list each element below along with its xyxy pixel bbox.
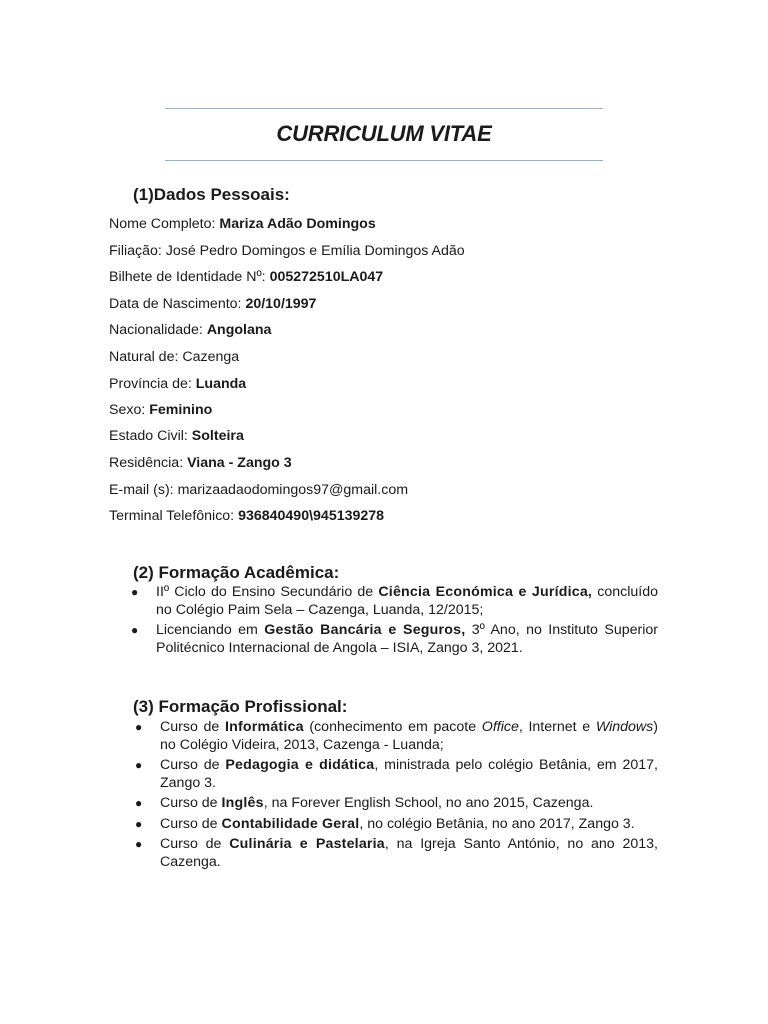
field-nascimento [109,296,316,313]
item-post: , na Igreja Santo António, no ano 2013, Cazenga. [160,836,658,870]
field-label: Data de Nascimento: [109,296,246,312]
field-label: Filiação: José Pedro Domingos e Emília Domingos Adão [109,243,465,259]
bullet-icon: ● [135,816,143,831]
item-post: concluído no Colégio Paim Sela – Cazenga, Luanda, 12/2015; [156,584,658,618]
bullet-icon: ● [135,837,143,851]
field-value: Mariza Adão Domingos [219,216,376,232]
list-item [131,622,658,657]
item-pre: IIº Ciclo do Ensino Secundário de [156,584,379,600]
field-value: Viana - Zango 3 [187,455,292,471]
item-post: , na Forever English School, no ano 2015, Cazenga. [263,795,594,811]
bullet-icon: ● [135,720,143,734]
field-label: E-mail (s): mariza​adaodomingos97@gmail.com [109,482,409,498]
professional-list [135,719,658,871]
field-estado-civil [109,428,244,445]
item-bold: Pedagogia e didática [225,757,375,773]
field-bilhete [109,269,383,286]
field-sexo [109,402,212,419]
title-rule-bottom [165,160,603,161]
field-label: Estado Civil: [109,428,192,444]
bullet-icon: ● [135,796,143,810]
field-label: Natural de: Cazenga [109,349,240,365]
item-bold: Inglês [221,795,264,811]
list-item [135,815,658,834]
field-label: Província de: [109,376,196,392]
item-post: , no colégio Betânia, no ano 2017, Zango 3. [359,815,635,832]
item-post: 3º Ano, no Instituto Superior Politécnico Internacional de Angola – ISIA, Zango 3, 2021. [156,622,658,656]
field-label: Nacionalidade: [109,322,207,338]
title-rule-top [165,108,603,109]
section-heading-personal: (1)Dados Pessoais: [133,185,290,204]
field-nacionalidade [109,322,271,339]
item-pre: Curso de [160,719,225,735]
list-item [135,795,658,813]
field-label: Nome Completo: [109,216,220,232]
item-bold: Culinária e Pastelaria [229,836,385,852]
list-item [135,719,658,754]
item-pre: Curso de [160,836,230,852]
field-value: 20/10/1997 [245,296,317,312]
item-pre: Licenciando em [156,622,265,638]
section-heading-professional: (3) Formação Profissional: [133,697,348,716]
field-filiacao [109,243,465,260]
bullet-icon: ● [135,758,143,772]
field-nome [109,216,376,233]
field-value: 005272510LA047 [269,269,384,285]
field-residencia [109,455,292,472]
item-pre: Curso de [160,815,222,832]
field-label: Sexo: [109,402,150,418]
field-label: Bilhete de Identidade Nº: [109,269,270,285]
item-bold: Gestão Bancária e Seguros, [264,622,466,638]
field-label: Terminal Telefônico: [109,508,239,524]
field-value: 936840490\945139278 [238,508,385,524]
item-pre: Curso de [160,757,226,773]
field-email [109,482,408,499]
item-post: , ministrada pelo colégio Betânia, em 2017, Zango 3. [160,757,658,791]
field-value: Solteira [191,428,244,444]
section-heading-academic: (2) Formação Acadêmica: [133,563,340,582]
page-title: CURRICULUM VITAE [276,121,492,146]
field-value: Angolana [206,322,272,338]
field-label: Residência: [109,455,188,471]
item-bold: Informática [225,719,304,735]
list-item [131,584,658,619]
field-provincia [109,376,246,393]
field-natural [109,349,239,366]
field-value: Luanda [195,376,247,392]
academic-list [131,584,658,657]
item-bold: Contabilidade Geral [221,815,360,832]
list-item [135,836,658,871]
item-post: (conhecimento em pacote Office, Internet e Windows) no Colégio Videira, 2013, Cazenga - Luanda; [160,719,658,753]
bullet-icon: ● [131,585,139,599]
field-telefone [109,508,384,525]
list-item [135,757,658,792]
item-pre: Curso de [160,795,222,811]
item-bold: Ciência Económica e Jurídica, [378,584,593,600]
field-value: Feminino [149,402,213,418]
bullet-icon: ● [131,623,139,637]
